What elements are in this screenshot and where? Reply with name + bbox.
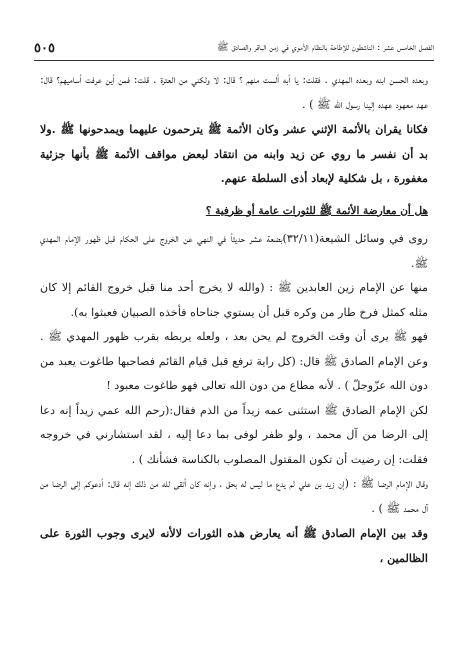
page-body xyxy=(40,68,428,570)
section-heading: هل أن معارضة الأئمة ﷺ للثورات عامة أو ظرفية ؟ xyxy=(205,204,428,217)
page-number: ٥٠٥ xyxy=(34,40,55,56)
paragraph: وقد بين الإمام الصادق ﷺ أنه يعارض هذه الثورات لالأنه لايرى وجوب الثورة على الظالمين ، xyxy=(40,526,428,565)
paragraph: وقال الإمام الرضا ﷺ : (إن زيد بن علي لم يدع ما ليس له بحق ، وإنه كان أتقى لله من ذلك إنه قال: أدعوكم إلى الرضا من آل محمد ﷺ ) . xyxy=(40,477,428,515)
paragraph: روى في وسائل الشيعة(٣٢/١١)بضعة عشر حديثاً في النهي عن الخروج على الحكام قبل ظهور الإمام المهدي ﷺ. xyxy=(40,232,429,270)
paragraph: وبعده الحسن ابنه وبعده المهدي . فقلت: يا أبه ألست منهم ؟ قال: لا ولكني من العترة . قلت: فمن أين عرفت أساميهم؟ قال: عهد معهود عهده إلينا رسول الله ﷺ ) . xyxy=(40,73,428,111)
paragraph: فهو ﷺ يرى أن وقت الخروج لم يحن بعد ، ولعله يربطه بقرب ظهور المهدي ﷺ . وعن الإمام الصادق ﷺ قال: (كل راية ترفع قبل قيام القائم فصاحبها طاغوت يعبد من دون الله عزّوجلّ ) . لأنه مطاع من دون الله تعالى فهو طاغوت معبود ! xyxy=(40,330,428,392)
page-header xyxy=(34,38,434,58)
paragraph: فكانا يقران بالأئمة الإثني عشر وكان الأئمة ﷺ يترحمون عليهما ويمدحونها ﷺ .ولا بد أن نفسر ما روي عن زيد وابنه من انتقاد لبعض مواقف الأئمة ﷺ بأنها جزئية مغفورة ، بل شكلية لإبعاد أذى السلطة عنهم. xyxy=(40,122,428,185)
header-rule xyxy=(34,60,434,61)
running-title: الفصل الخامس عشر : الناشطون للإطاحة بالنظام الأموي في زمن الباقر والصادق ﷺ xyxy=(217,42,434,53)
paragraph: منها عن الإمام زين العابدين ﷺ : (والله لا يخرج أحد منا قبل خروج القائم إلا كان مثله كمثل فرخ طار من وكره قبل أن يستوي جناحاه فأخذه الصبيان فعبثوا به). xyxy=(40,281,428,319)
paragraph: لكن الإمام الصادق ﷺ استثنى عمه زيداً من الذم فقال:(رحم الله عمي زيداً إنه دعا إلى الرضا من آل محمد ، ولو ظفر لوفى بما دعا إليه ، لقد استشارني في خروجه فقلت: إن رضيت أن تكون المقتول المصلوب بالكناسة فشأنك ) . xyxy=(40,403,428,466)
